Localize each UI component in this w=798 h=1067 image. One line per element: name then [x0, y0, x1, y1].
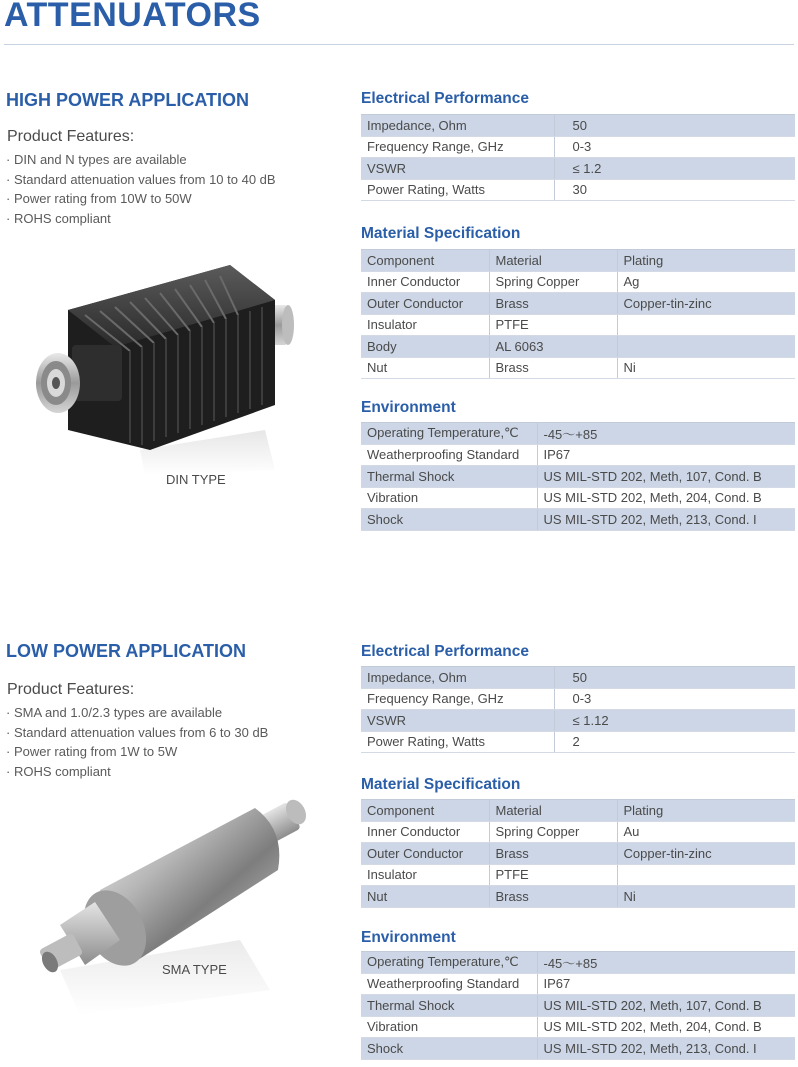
table-row — [361, 136, 795, 158]
table-cell: Material — [489, 800, 617, 822]
table-cell — [617, 864, 795, 886]
table-cell: Nut — [361, 357, 489, 379]
table-row — [361, 115, 795, 137]
title-divider — [4, 44, 794, 45]
table-row — [361, 1038, 795, 1060]
table-cell: Component — [361, 250, 489, 272]
table-row — [361, 973, 795, 995]
table-cell: Inner Conductor — [361, 821, 489, 843]
table-row — [361, 688, 795, 710]
table-cell: Vibration — [361, 487, 537, 509]
table-row — [361, 444, 795, 466]
table-cell: Copper-tin-zinc — [617, 843, 795, 865]
table-cell: IP67 — [537, 973, 795, 995]
feature-item: · Power rating from 1W to 5W — [6, 742, 268, 762]
table-row — [361, 179, 795, 201]
high-environment-table — [361, 422, 795, 531]
table-cell: Thermal Shock — [361, 995, 537, 1017]
high-environment-title: Environment — [361, 399, 456, 416]
table-cell: 2 — [554, 731, 795, 753]
table-cell: Brass — [489, 293, 617, 315]
high-electrical-title: Electrical Performance — [361, 90, 530, 107]
table-cell: Frequency Range, GHz — [361, 136, 554, 158]
table-cell: PTFE — [489, 314, 617, 336]
table-cell: Ni — [617, 357, 795, 379]
high-power-features-heading: Product Features: — [7, 128, 135, 145]
table-cell: Frequency Range, GHz — [361, 688, 554, 710]
low-electrical-title: Electrical Performance — [361, 643, 530, 660]
low-electrical-table — [361, 666, 795, 753]
table-cell: Copper-tin-zinc — [617, 293, 795, 315]
table-cell: Impedance, Ohm — [361, 667, 554, 689]
table-cell — [617, 314, 795, 336]
table-cell: Operating Temperature,℃ — [361, 952, 537, 974]
table-cell: Plating — [617, 800, 795, 822]
table-cell: Power Rating, Watts — [361, 731, 554, 753]
table-row — [361, 314, 795, 336]
table-cell: Material — [489, 250, 617, 272]
table-cell: ≤ 1.2 — [554, 158, 795, 180]
table-row — [361, 667, 795, 689]
table-row — [361, 336, 795, 358]
table-cell: -45～+85 — [537, 952, 795, 974]
table-cell: Shock — [361, 1038, 537, 1060]
table-cell: Insulator — [361, 864, 489, 886]
low-power-features-list — [6, 703, 268, 781]
low-material-title: Material Specification — [361, 776, 521, 793]
table-row — [361, 710, 795, 732]
table-cell: Shock — [361, 509, 537, 531]
table-row — [361, 800, 795, 822]
sma-type-caption: SMA TYPE — [162, 962, 227, 977]
high-material-table — [361, 249, 795, 379]
sma-attenuator-image — [40, 790, 320, 1020]
table-row — [361, 423, 795, 445]
feature-item: · SMA and 1.0/2.3 types are available — [6, 703, 268, 723]
table-cell: US MIL-STD 202, Meth, 204, Cond. B — [537, 1016, 795, 1038]
table-cell: Outer Conductor — [361, 293, 489, 315]
table-cell: PTFE — [489, 864, 617, 886]
table-row — [361, 886, 795, 908]
table-row — [361, 509, 795, 531]
table-row — [361, 821, 795, 843]
feature-item: · ROHS compliant — [6, 209, 276, 229]
table-cell: Operating Temperature,℃ — [361, 423, 537, 445]
table-cell: Power Rating, Watts — [361, 179, 554, 201]
table-cell: Insulator — [361, 314, 489, 336]
table-row — [361, 843, 795, 865]
table-row — [361, 1016, 795, 1038]
table-cell: Plating — [617, 250, 795, 272]
table-row — [361, 250, 795, 272]
table-cell: Ag — [617, 271, 795, 293]
table-cell: Thermal Shock — [361, 466, 537, 488]
table-cell: IP67 — [537, 444, 795, 466]
table-cell: 30 — [554, 179, 795, 201]
table-row — [361, 995, 795, 1017]
feature-item: · DIN and N types are available — [6, 150, 276, 170]
table-cell: 50 — [554, 667, 795, 689]
table-row — [361, 487, 795, 509]
table-row — [361, 952, 795, 974]
table-cell: Body — [361, 336, 489, 358]
low-environment-title: Environment — [361, 929, 456, 946]
feature-item: · Standard attenuation values from 10 to 40 dB — [6, 170, 276, 190]
table-cell: US MIL-STD 202, Meth, 204, Cond. B — [537, 487, 795, 509]
low-power-section-title: LOW POWER APPLICATION — [6, 641, 246, 661]
feature-item: · Power rating from 10W to 50W — [6, 189, 276, 209]
high-power-section-title: HIGH POWER APPLICATION — [6, 90, 249, 110]
high-material-title: Material Specification — [361, 225, 521, 242]
table-cell: US MIL-STD 202, Meth, 213, Cond. I — [537, 509, 795, 531]
table-cell: Outer Conductor — [361, 843, 489, 865]
din-attenuator-image — [30, 255, 300, 475]
table-row — [361, 293, 795, 315]
table-cell: US MIL-STD 202, Meth, 107, Cond. B — [537, 466, 795, 488]
table-row — [361, 466, 795, 488]
table-row — [361, 731, 795, 753]
table-cell: Nut — [361, 886, 489, 908]
table-cell — [617, 336, 795, 358]
table-cell: 0-3 — [554, 688, 795, 710]
table-cell: VSWR — [361, 710, 554, 732]
table-cell: Weatherproofing Standard — [361, 973, 537, 995]
table-cell: 50 — [554, 115, 795, 137]
table-cell: -45～+85 — [537, 423, 795, 445]
table-cell: Vibration — [361, 1016, 537, 1038]
table-cell: Component — [361, 800, 489, 822]
low-environment-table — [361, 951, 795, 1060]
table-cell: Brass — [489, 886, 617, 908]
high-electrical-table — [361, 114, 795, 201]
low-power-features-heading: Product Features: — [7, 681, 135, 698]
table-row — [361, 864, 795, 886]
table-cell: Ni — [617, 886, 795, 908]
table-cell: Weatherproofing Standard — [361, 444, 537, 466]
table-cell: VSWR — [361, 158, 554, 180]
table-row — [361, 357, 795, 379]
table-cell: ≤ 1.12 — [554, 710, 795, 732]
page-title: ATTENUATORS — [4, 0, 261, 34]
table-cell: Spring Copper — [489, 821, 617, 843]
table-cell: Impedance, Ohm — [361, 115, 554, 137]
table-cell: Brass — [489, 843, 617, 865]
table-cell: Brass — [489, 357, 617, 379]
table-cell: Au — [617, 821, 795, 843]
feature-item: · ROHS compliant — [6, 762, 268, 782]
table-cell: 0-3 — [554, 136, 795, 158]
low-material-table — [361, 799, 795, 908]
din-type-caption: DIN TYPE — [166, 472, 226, 487]
table-cell: Inner Conductor — [361, 271, 489, 293]
table-cell: AL 6063 — [489, 336, 617, 358]
table-cell: US MIL-STD 202, Meth, 107, Cond. B — [537, 995, 795, 1017]
table-cell: US MIL-STD 202, Meth, 213, Cond. I — [537, 1038, 795, 1060]
table-cell: Spring Copper — [489, 271, 617, 293]
table-row — [361, 271, 795, 293]
high-power-features-list — [6, 150, 276, 228]
feature-item: · Standard attenuation values from 6 to 30 dB — [6, 723, 268, 743]
table-row — [361, 158, 795, 180]
